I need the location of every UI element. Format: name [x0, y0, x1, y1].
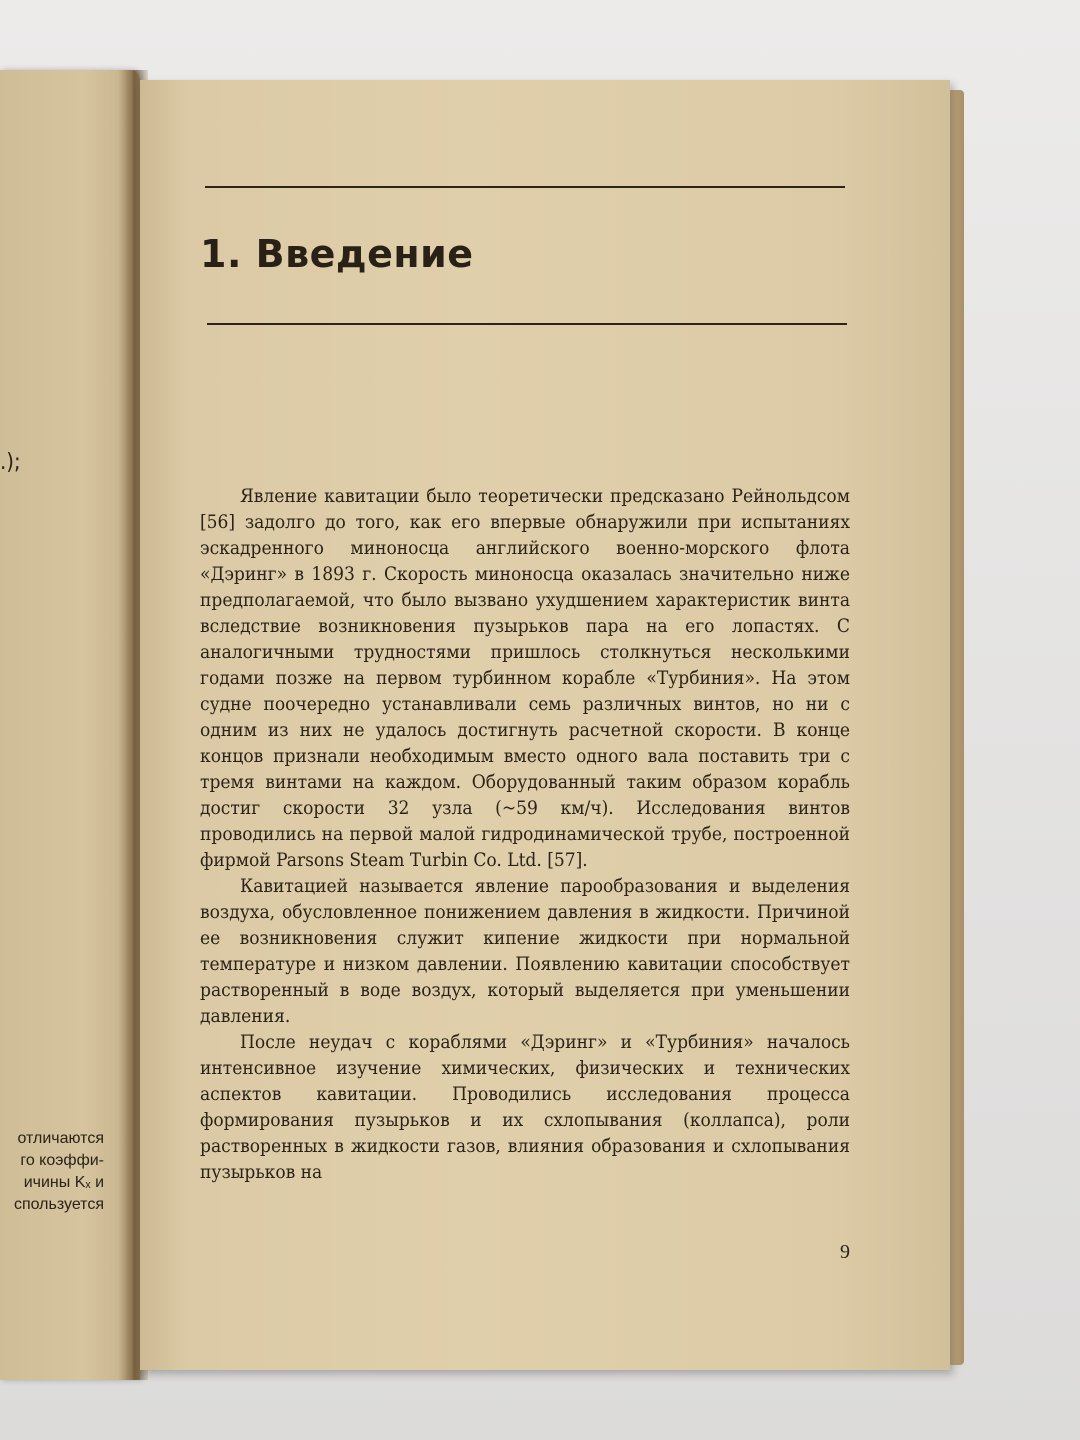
body-text	[200, 483, 850, 1185]
paragraph: Явление кавитации было теоретически предсказано Рейнольдсом [56] задолго до того, как его впервые обнаружили при испытаниях эскадренного миноносца английского военно-морского флота «Дэринг» в 1893 г. Скорость миноносца оказалась значительно ниже предполагаемой, что было вызвано ухудшением характеристик винта вследствие возникновения пузырьков пара на его лопастях. С аналогичными трудностями пришлось столкнуться несколькими годами позже на первом турбинном корабле «Турбиния». На этом судне поочередно устанавливали семь различных винтов, но ни с одним из них не удалось достигнуть расчетной скорости. В конце концов признали необходимым вместо одного вала поставить три с тремя винтами на каждом. Оборудованный таким образом корабль достиг скорости 32 узла (~59 км/ч). Исследования винтов проводились на первой малой гидродинамической трубе, построенной фирмой Parsons Steam Turbin Co. Ltd. [57].	[200, 485, 850, 871]
left-page-fragment: .);	[0, 450, 21, 475]
title-rule-top	[205, 186, 845, 188]
chapter-title: 1. Введение	[200, 232, 474, 276]
footnote-line: го коэффи-	[20, 1152, 104, 1169]
page-edge	[948, 90, 964, 1365]
title-rule-bottom	[207, 323, 847, 325]
paragraph: После неудач с кораблями «Дэринг» и «Турбиния» началось интенсивное изучение химических, физических и технических аспектов кавитации. Проводились исследования процесса формирования пузырьков и их схлопывания (коллапса), роли растворенных в жидкости газов, влияния образования и схлопывания пузырьков на	[200, 1031, 850, 1183]
footnote-line: ичины Kₓ и	[23, 1174, 104, 1191]
footnote-line: спользуется	[13, 1196, 104, 1213]
page-number: 9	[840, 1241, 850, 1263]
footnote-line: отличаются	[17, 1130, 104, 1147]
paragraph: Кавитацией называется явление парообразования и выделения воздуха, обусловленное понижением давления в жидкости. Причиной ее возникновения служит кипение жидкости при нормальной температуре и низком давлении. Появлению кавитации способствует растворенный в воде воздух, который выделяется при уменьшении давления.	[200, 875, 850, 1027]
